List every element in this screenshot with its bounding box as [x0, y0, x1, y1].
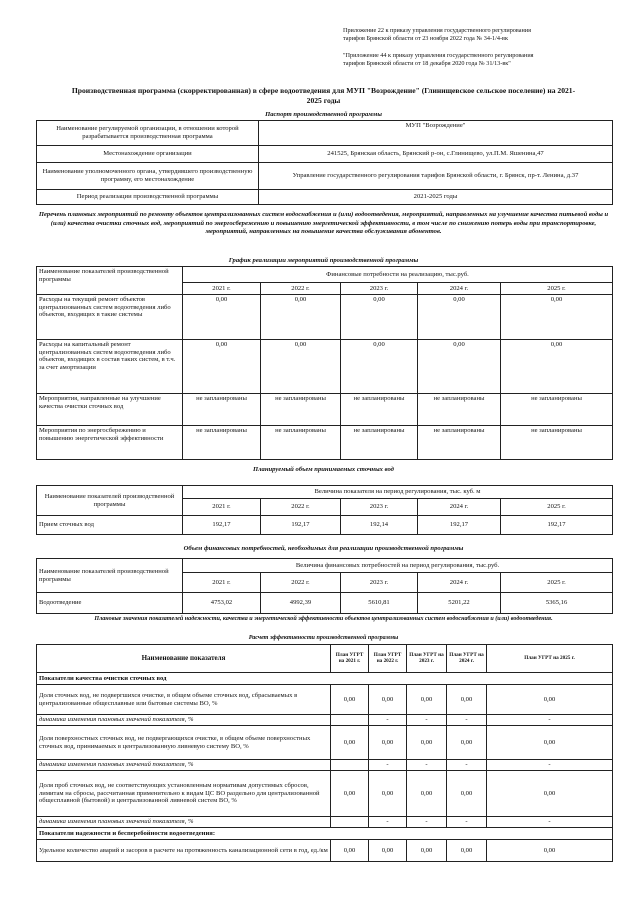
cell-value: 0,00	[369, 771, 407, 817]
cell-value	[331, 760, 369, 771]
cell-value: 0,00	[447, 771, 487, 817]
cell-value: не запланированы	[341, 426, 418, 460]
cell-value: 0,00	[407, 685, 447, 715]
cell-value: -	[369, 817, 407, 828]
cell-value: 0,00	[487, 840, 613, 862]
year-header: 2022 г.	[261, 283, 341, 295]
year-header: 2024 г.	[418, 283, 501, 295]
schedule-header-row	[37, 267, 613, 283]
schedule-caption: График реализации мероприятий производственной программы	[228, 257, 419, 264]
year-header: 2024 г.	[418, 573, 501, 593]
year-header: 2025 г.	[501, 499, 613, 516]
finance-header-row	[37, 559, 613, 573]
cell-value: 4753,02	[183, 593, 261, 614]
year-header: 2022 г.	[261, 573, 341, 593]
section-row	[37, 828, 613, 840]
cell-value: не запланированы	[501, 394, 613, 426]
finance-col-name: Наименование показателей производственной программы	[37, 559, 183, 593]
cell-value: -	[369, 715, 407, 726]
cell-value: 0,00	[487, 771, 613, 817]
dynamics-row	[37, 715, 613, 726]
dynamics-row	[37, 760, 613, 771]
cell-value: 0,00	[447, 726, 487, 760]
cell-value: 5610,81	[341, 593, 418, 614]
cell-value: не запланированы	[261, 394, 341, 426]
passport-label: Наименование регулируемой организации, в отношении которой разрабатывается производственная программа	[37, 121, 259, 146]
cell-value: 0,00	[369, 685, 407, 715]
cell-value: -	[487, 760, 613, 771]
volume-row	[37, 516, 613, 535]
row-label: Доля поверхностных сточных вод, не подвергающихся очистке, в общем объеме поверхностных сточных вод, принимаемых в централизованную ливневую систему ВО, %	[37, 726, 331, 760]
cell-value: 4992,39	[261, 593, 341, 614]
cell-value: -	[369, 760, 407, 771]
passport-label: Местонахождение организации	[37, 146, 259, 163]
header-line-3: "Приложение 44 к приказу управления государственного регулирования	[343, 52, 534, 60]
row-label: динамика изменения плановых значений показателя, %	[37, 817, 331, 828]
passport-value: 241525, Брянская область, Брянский р-он, с.Глинищево, ул.П.М. Яшенина,47	[259, 146, 613, 163]
cell-value: 0,00	[331, 840, 369, 862]
reliability-caption: Плановые значения показателей надежности, качества и энергетической эффективности объектов централизованных систем водоснабжения и (или) водоотведения.	[94, 616, 553, 622]
cell-value: 192,14	[341, 516, 418, 535]
header-line-2: тарифов Брянской области от 23 ноября 2022 года № 34-1/4-вк	[343, 35, 508, 43]
efficiency-caption: Расчет эффективности производственной программы	[248, 635, 399, 641]
indicator-row	[37, 771, 613, 817]
plan-header: План УГРТ на 2025 г.	[487, 645, 613, 673]
row-label: Мероприятия по энергосбережению и повышению энергетической эффективности	[37, 426, 183, 460]
volume-header-row	[37, 486, 613, 499]
year-header: 2022 г.	[261, 499, 341, 516]
cell-value: 192,17	[501, 516, 613, 535]
cell-value: не запланированы	[183, 394, 261, 426]
year-header: 2023 г.	[341, 283, 418, 295]
cell-value: 5201,22	[418, 593, 501, 614]
cell-value: 0,00	[487, 685, 613, 715]
cell-value: 0,00	[183, 295, 261, 340]
passport-caption: Паспорт производственной программы	[265, 111, 382, 118]
cell-value: 0,00	[501, 340, 613, 394]
plan-header: План УГРТ на 2021 г.	[331, 645, 369, 673]
cell-value: 0,00	[447, 685, 487, 715]
measures-caption: Перечень плановых мероприятий по ремонту объектов централизованных систем водоснабжения и (или) водоотведения, мероприятий, направленных на улучшение качества питьевой воды и (или) качества очистки сточных вод, мероприятий по энергосбережению и повышению энергетической эффективности, в том числе по снижению потерь воды при транспортировке, мероприятий, направленных на повышение качества обслуживания абонентов.	[38, 211, 609, 236]
cell-value: -	[487, 715, 613, 726]
schedule-row	[37, 394, 613, 426]
page-title	[36, 86, 611, 106]
passport-value: МУП "Возрождение"	[259, 121, 613, 146]
cell-value: 192,17	[261, 516, 341, 535]
cell-value: 0,00	[407, 771, 447, 817]
indicator-row	[37, 726, 613, 760]
passport-row	[37, 163, 613, 190]
passport-label: Период реализации производственной программы	[37, 190, 259, 205]
cell-value: -	[407, 817, 447, 828]
cell-value: 0,00	[447, 840, 487, 862]
cell-value: 0,00	[183, 340, 261, 394]
cell-value: не запланированы	[418, 426, 501, 460]
cell-value: 0,00	[487, 726, 613, 760]
volume-col-name: Наименование показателей производственной программы	[37, 486, 183, 516]
schedule-row	[37, 340, 613, 394]
section-row	[37, 673, 613, 685]
year-header: 2024 г.	[418, 499, 501, 516]
cell-value: не запланированы	[261, 426, 341, 460]
cell-value: 5365,16	[501, 593, 613, 614]
passport-value: 2021-2025 годы	[259, 190, 613, 205]
finance-col-group: Величина финансовых потребностей на период регулирования, тыс.руб.	[183, 559, 613, 573]
cell-value: 192,17	[418, 516, 501, 535]
row-label: динамика изменения плановых значений показателя, %	[37, 715, 331, 726]
cell-value: 0,00	[418, 340, 501, 394]
passport-table	[36, 120, 613, 205]
passport-row	[37, 146, 613, 163]
passport-row	[37, 190, 613, 205]
section-title: Показатели надежности и бесперебойности водоотведения:	[37, 828, 613, 840]
section-title: Показатели качества очистки сточных вод	[37, 673, 613, 685]
cell-value: 0,00	[261, 340, 341, 394]
cell-value: не запланированы	[501, 426, 613, 460]
schedule-table	[36, 266, 613, 460]
row-label: Удельное количество аварий и засоров в расчете на протяженность канализационной сети в год, ед./км	[37, 840, 331, 862]
volume-col-group: Величина показателя на период регулирования, тыс. куб. м	[183, 486, 613, 499]
year-header: 2023 г.	[341, 499, 418, 516]
cell-value: 0,00	[341, 340, 418, 394]
row-label: динамика изменения плановых значений показателя, %	[37, 760, 331, 771]
cell-value: 0,00	[331, 771, 369, 817]
header-line-4: тарифов Брянской области от 18 декабря 2020 года № 31/13-вк"	[343, 60, 511, 68]
row-label: Доля проб сточных вод, не соответствующих установленным нормативам допустимых сбросов, лимитам на сбросы, рассчитанная применительно к видам ЦС ВО раздельно для централизованной общесплавной (бытовой) и централизованной ливневой систем ВО, %	[37, 771, 331, 817]
year-header: 2025 г.	[501, 283, 613, 295]
volume-caption: Планируемый объем принимаемых сточных вод	[253, 466, 394, 473]
title-line-1: Производственная программа (скорректированная) в сфере водоотведения для МУП "Возрождение" (Глинищевское сельское поселение) на 2021-	[71, 86, 576, 95]
cell-value: не запланированы	[183, 426, 261, 460]
year-header: 2025 г.	[501, 573, 613, 593]
cell-value: не запланированы	[418, 394, 501, 426]
cell-value: 0,00	[501, 295, 613, 340]
schedule-col-group: Финансовые потребности на реализацию, тыс.руб.	[183, 267, 613, 283]
cell-value: не запланированы	[341, 394, 418, 426]
dynamics-row	[37, 817, 613, 828]
passport-label: Наименование уполномоченного органа, утвердившего производственную программу, его местонахождение	[37, 163, 259, 190]
year-header: 2021 г.	[183, 283, 261, 295]
schedule-row	[37, 295, 613, 340]
volume-table	[36, 485, 613, 535]
efficiency-header-row	[37, 645, 613, 673]
finance-caption: Объем финансовых потребностей, необходимых для реализации производственной программы	[183, 545, 464, 552]
cell-value: 0,00	[418, 295, 501, 340]
cell-value: 0,00	[331, 726, 369, 760]
cell-value: 0,00	[369, 840, 407, 862]
plan-header: План УГРТ на 2023 г.	[407, 645, 447, 673]
cell-value	[331, 715, 369, 726]
cell-value: 0,00	[369, 726, 407, 760]
year-header: 2021 г.	[183, 499, 261, 516]
schedule-col-name: Наименование показателей производственной программы	[37, 267, 183, 295]
row-label: Мероприятия, направленные на улучшение качества очистки сточных вод	[37, 394, 183, 426]
cell-value	[331, 817, 369, 828]
row-label: Водоотведение	[37, 593, 183, 614]
row-label: Прием сточных вод	[37, 516, 183, 535]
row-label: Расходы на текущий ремонт объектов централизованных систем водоотведения либо объектов, входящих в такие системы	[37, 295, 183, 340]
cell-value: -	[447, 817, 487, 828]
title-line-2: 2025 годы	[306, 95, 341, 105]
cell-value: 0,00	[261, 295, 341, 340]
plan-header: План УГРТ на 2022 г.	[369, 645, 407, 673]
plan-header: План УГРТ на 2024 г.	[447, 645, 487, 673]
efficiency-col-name: Наименование показателя	[37, 645, 331, 673]
header-block	[343, 27, 613, 68]
cell-value: 0,00	[331, 685, 369, 715]
passport-row	[37, 121, 613, 146]
row-label: Расходы на капитальный ремонт централизованных систем водоотведения либо объектов, входящих в состав таких систем, в т.ч. за счет амортизации	[37, 340, 183, 394]
cell-value: -	[407, 760, 447, 771]
finance-table	[36, 558, 613, 614]
year-header: 2021 г.	[183, 573, 261, 593]
cell-value: -	[487, 817, 613, 828]
row-label: Доля сточных вод, не подвергшихся очистке, в общем объеме сточных вод, сбрасываемых в централизованные общесплавные или бытовые системы ВО, %	[37, 685, 331, 715]
cell-value: 0,00	[407, 840, 447, 862]
passport-value: Управление государственного регулирования тарифов Брянской области, г. Брянск, пр-т. Ленина, д.37	[259, 163, 613, 190]
cell-value: 192,17	[183, 516, 261, 535]
cell-value: 0,00	[407, 726, 447, 760]
header-line-1: Приложение 22 к приказу управления государственного регулирования	[343, 27, 531, 34]
efficiency-table	[36, 644, 613, 862]
indicator-row	[37, 685, 613, 715]
schedule-row	[37, 426, 613, 460]
cell-value: -	[447, 760, 487, 771]
indicator-row	[37, 840, 613, 862]
cell-value: -	[447, 715, 487, 726]
finance-row	[37, 593, 613, 614]
cell-value: -	[407, 715, 447, 726]
cell-value: 0,00	[341, 295, 418, 340]
year-header: 2023 г.	[341, 573, 418, 593]
